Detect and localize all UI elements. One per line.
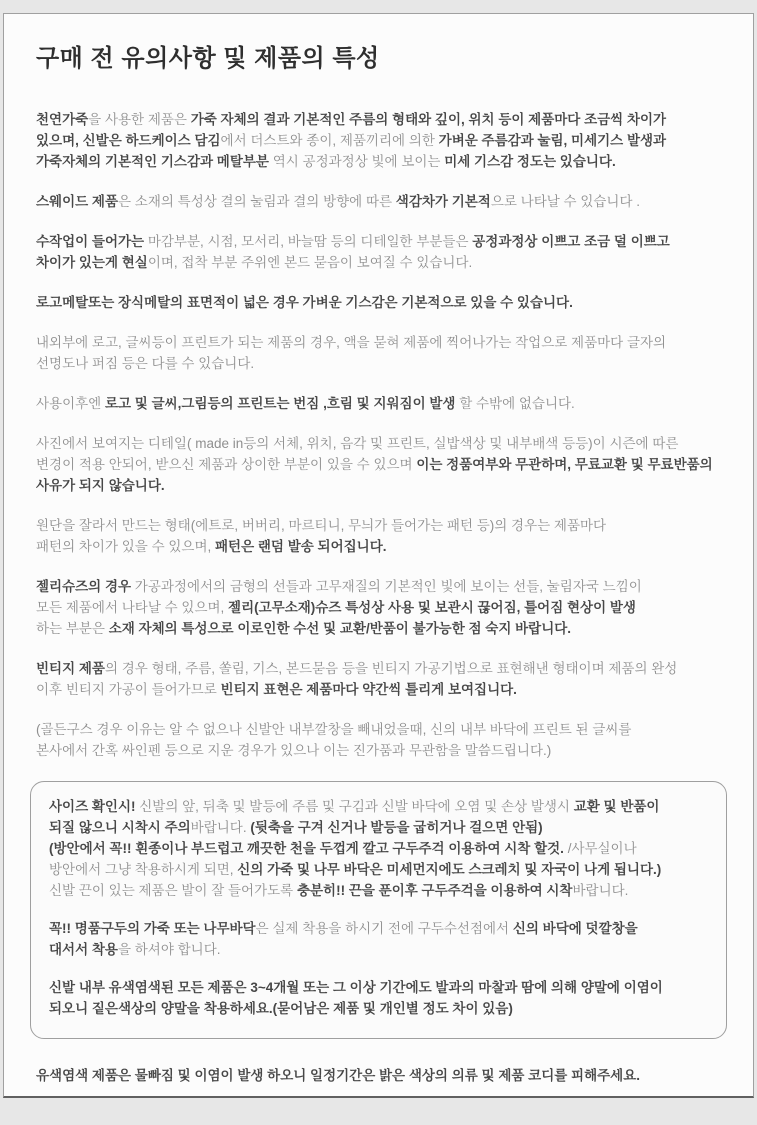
text-segment: 할 수밖에 없습니다. [455,396,575,411]
paragraph [36,719,723,761]
text-segment: 에서 더스트와 종이, 제품끼리에 의한 [220,133,439,148]
text-segment: 이는 정품여부와 무관하며, 무료교환 및 무료반품의 [416,457,713,472]
text-segment: 교환 및 반품이 [573,799,660,814]
paragraph [36,515,723,557]
paragraph [36,433,723,496]
paragraph [36,231,723,273]
page-title: 구매 전 유의사항 및 제품의 특성 [36,45,380,72]
text-segment: 신의 가죽 및 나무 바닥은 미세먼지에도 스크레치 및 자국이 나게 됩니다.) [237,862,662,877]
text-segment: 하는 부분은 [36,621,109,636]
text-segment: 되질 않으니 시착시 주의 [49,820,191,835]
text-segment: 을 하셔야 합니다. [117,942,221,957]
text-segment: (골든구스 경우 이유는 알 수 없으나 신발안 내부깔창을 빼내었을때, 신의 내부 바닥에 프린트 된 글씨를 [36,722,632,737]
text-segment: 신발 내부 유색염색된 모든 제품은 3~4개월 또는 그 이상 기간에도 발과의 마찰과 땀에 의해 양말에 이염이 [49,980,663,995]
paragraph [36,576,723,639]
paragraph [36,332,723,374]
text-segment: 모든 제품에서 나타날 수 있으며, [36,600,229,615]
text-segment: 역시 공정과정상 빛에 보이는 [272,154,445,169]
text-segment: 의 경우 형태, 주름, 쏠림, 기스, 본드묻음 등을 빈티지 가공기법으로 표현해낸 형태이며 제품의 완성 [104,661,678,676]
paragraph [36,658,723,700]
text-segment: 소재 자체의 특성으로 이로인한 수선 및 교환/반품이 불가능한 점 숙지 바랍니다. [108,621,572,636]
text-segment: 사용이후엔 [36,396,105,411]
text-segment: 유색염색 제품은 물빠짐 및 이염이 발생 하오니 일정기간은 밝은 색상의 의류 및 제품 코디를 피해주세요. [36,1068,640,1083]
text-segment: 내외부에 로고, 글씨등이 프린트가 되는 제품의 경우, 액을 묻혀 제품에 찍어나가는 작업으로 제품마다 글자의 [36,335,667,350]
text-segment: 사진에서 보여지는 디테일( made in등의 서체, 위치, 음각 및 프린트, 실밥색상 및 내부배색 등등)이 시즌에 따른 [36,436,679,451]
paragraph [49,918,708,960]
paragraph [36,393,723,414]
text-segment: 젤리(고무소재)슈즈 특성상 사용 및 보관시 끊어짐, 틀어짐 현상이 발생 [228,600,636,615]
text-segment: 바랍니다. [572,883,629,898]
text-segment: 있으며, 신발은 하드케이스 담김 [36,133,221,148]
text-segment: 패턴의 차이가 있을 수 있으며, [36,539,215,554]
text-segment: 신발의 앞, 뒤축 및 발등에 주름 및 구김과 신발 바닥에 오염 및 손상 발생시 [135,799,574,814]
text-segment: 을 사용한 제품은 [88,112,191,127]
text-segment: 공정과정상 이쁘고 조금 덜 이쁘고 [472,234,670,249]
text-segment: 변경이 적용 안되어, 받으신 제품과 상이한 부분이 있을 수 있으며 [36,457,417,472]
text-segment: 대서서 착용 [49,942,118,957]
text-segment: (방안에서 꼭!! 흰종이나 부드럽고 깨끗한 천을 두껍게 깔고 구두주걱 이용하여 시착 할것. [49,841,568,856]
text-segment: 로고 및 글씨,그림등의 프린트는 번짐 ,흐림 및 지워짐이 발생 [104,396,456,411]
paragraph [36,191,723,212]
notice-document-card [3,13,754,1098]
text-segment: 수작업이 들어가는 [36,234,148,249]
paragraph [36,109,723,172]
text-segment: 미세 기스감 정도는 있습니다. [444,154,616,169]
text-segment: 빈티지 제품 [36,661,105,676]
text-segment: 본사에서 간혹 싸인펜 등으로 지운 경우가 있으나 이는 진가품과 무관함을 말씀드립니다.) [36,743,552,758]
text-segment: 가죽 자체의 결과 기본적인 주름의 형태와 깊이, 위치 등이 제품마다 조금씩 차이가 [190,112,667,127]
size-check-notice-box [30,781,727,1039]
text-segment: 으로 나타날 수 있습니다 . [490,194,641,209]
text-segment: 이며, 접착 부분 주위엔 본드 묻음이 보여질 수 있습니다. [147,255,473,270]
text-segment: 사이즈 확인시! [49,799,136,814]
text-segment: 방안에서 그냥 착용하시게 되면, [49,862,238,877]
paragraph [36,1065,723,1086]
text-segment: 되오니 짙은색상의 양말을 착용하세요.(묻어남은 제품 및 개인별 정도 차이 있음) [49,1001,513,1016]
text-segment: 젤리슈즈의 경우 [36,579,135,594]
text-segment: 원단을 잘라서 만드는 형태(에트로, 버버리, 마르티니, 무늬가 들어가는 패턴 등)의 경우는 제품마다 [36,518,607,533]
paragraph [49,796,708,901]
text-segment: 충분히!! 끈을 푼이후 구두주걱을 이용하여 시착 [296,883,573,898]
text-segment: 차이가 있는게 현실 [36,255,148,270]
text-segment: 빈티지 표현은 제품마다 약간씩 틀리게 보여집니다. [220,682,517,697]
text-segment: 가죽자체의 기본적인 기스감과 메탈부분 [36,154,273,169]
text-segment: 신발 끈이 있는 제품은 발이 잘 들어가도록 [49,883,297,898]
text-segment: 은 소재의 특성상 결의 눌림과 결의 방향에 따른 [118,194,396,209]
text-segment: 신의 바닥에 덧깔창을 [512,921,638,936]
paragraph [36,292,723,313]
text-segment: 꼭!! 명품구두의 가죽 또는 나무바닥 [49,921,256,936]
text-segment: 사유가 되지 않습니다. [36,478,165,493]
paragraph [49,977,708,1019]
text-segment: 로고메탈또는 장식메탈의 표면적이 넓은 경우 가벼운 기스감은 기본적으로 있을 수 있습니다. [36,295,573,310]
text-segment: 색감차가 기본적 [395,194,491,209]
footer-note [36,1065,723,1086]
text-segment: 천연가죽 [36,112,89,127]
text-segment: 바랍니다. [190,820,251,835]
text-segment: 마감부분, 시점, 모서리, 바늘땀 등의 디테일한 부분들은 [147,234,473,249]
text-segment: 이후 빈티지 가공이 들어가므로 [36,682,221,697]
text-segment: /사무실이나 [567,841,637,856]
body-paragraphs [36,109,723,761]
text-segment: 가공과정에서의 금형의 선들과 고무재질의 기본적인 빛에 보이는 선들, 눌림자국 느낌이 [134,579,642,594]
text-segment: 선명도나 퍼짐 등은 다를 수 있습니다. [36,356,255,371]
text-segment: 가벼운 주름감과 눌림, 미세기스 발생과 [438,133,667,148]
text-segment: 은 실제 착용을 하시기 전에 구두수선점에서 [255,921,513,936]
text-segment: 스웨이드 제품 [36,194,118,209]
text-segment: 패턴은 랜덤 발송 되어집니다. [215,539,387,554]
text-segment: (뒷축을 구겨 신거나 발등을 굽히거나 걸으면 안됨) [250,820,543,835]
